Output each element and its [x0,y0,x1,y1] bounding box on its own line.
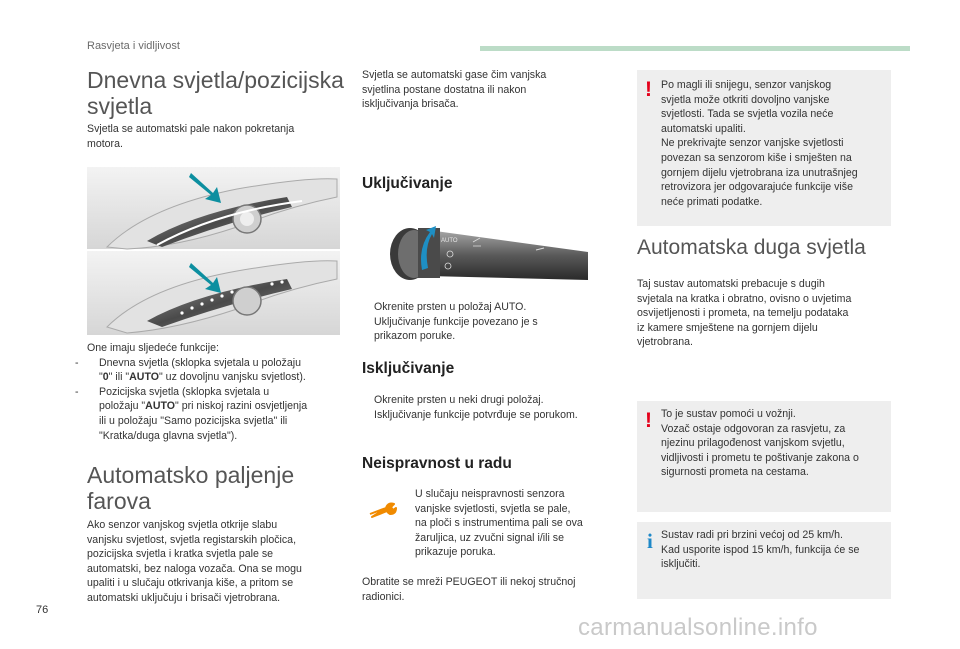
text-line: Obratite se mreži PEUGEOT ili nekoj stručnoj [362,576,576,588]
warning-icon: ! [645,78,652,101]
functions-lead: One imaju sljedeće funkcije: [87,342,219,354]
text-line: svjetlosti. Tada se svjetla vozila neće [661,108,834,121]
text-line: Pozicijska svjetla (sklopka svjetala u [99,385,270,398]
dash: - [75,356,79,369]
info-box-speed [637,522,891,599]
auto-off-text [362,68,546,112]
text-line: To je sustav pomoći u vožnji. [661,408,796,420]
warning-box-fog [637,70,891,226]
text-line: Svjetla se automatski gase čim vanjska [362,69,547,81]
text-line: Ne prekrivajte senzor vanjske svjetlosti [661,137,844,150]
title-line: Dnevna svjetla/pozicijska [87,67,344,93]
text-line: U slučaju neispravnosti senzora [415,488,565,500]
bold-term: AUTO [145,400,175,413]
malfunction-text [415,487,583,560]
text-line: vjetrobrana. [637,336,693,349]
text-line: automatski, bez naloga vozača. Ona se mogu [87,562,302,575]
text-line: osvijetljenosti i prometa, na temelju podataka [637,307,849,320]
title-line: svjetla [87,92,153,119]
text-line: Kad usporite ispod 15 km/h, funkcija će se [661,543,860,556]
title-automatic-headlamps [87,463,294,515]
text-line: isključiti. [661,558,701,571]
title-switching-off: Isključivanje [362,360,455,377]
text-line: Isključivanje funkcije potvrđuje se porukom. [374,408,578,421]
contact-dealer-text [362,575,576,604]
wrench-icon [368,500,398,525]
text-line: Dnevna svjetla (sklopka svjetala u položaju [99,356,301,369]
warning-text [661,78,858,209]
text-line: Ako senzor vanjskog svjetla otkrije slabu [87,519,278,531]
list-item [75,356,349,385]
text-line: prikazom poruke. [374,330,456,343]
section-label: Rasvjeta i vidljivost [87,40,180,52]
step-line [362,393,632,408]
warning-box-driving-aid [637,401,891,512]
text-line: Okrenite prsten u neki drugi položaj. [374,394,544,406]
text-line: na ploči s instrumentima pali se ova [415,517,583,530]
text-line: vidljivosti i prometu te poštivanje zakona o [661,451,859,464]
text-line: upaliti i u slučaju otkrivanja kiše, a pritom se [87,577,294,590]
text-line: njezinu prilagođenost vanjskom svjetlu, [661,437,845,450]
text-line: iz kamere smještene na gornjem dijelu [637,321,818,334]
text-line: pozicijska svjetla i kratka svjetla pale se [87,548,274,561]
headlamp-illustrations [87,167,340,335]
text-line: svjetala na kratka i obratno, ovisno o uvjetima [637,292,852,305]
text-line: povezan sa senzorom kiše i smješten na [661,152,852,165]
watermark: carmanualsonline.info [578,614,818,641]
lighting-stalk-illustration [388,210,593,292]
text-line: žaruljica, uz zvučni signal i/ili se [415,531,564,544]
text-line: ili u položaju "Samo pozicijska svjetla" ili [99,415,288,428]
title-switching-on: Uključivanje [362,175,453,192]
text-line: Vozač ostaje odgovoran za rasvjetu, za [661,422,846,435]
text-fragment: " uz dovoljnu vanjsku svjetlost). [158,371,306,384]
text-line: svjetla može otkriti dovoljno vanjske [661,93,830,106]
text-line: automatski upaliti. [661,122,746,135]
switch-off-step [362,393,632,422]
warning-icon: ! [645,409,652,432]
text-line: Sustav radi pri brzini većoj od 25 km/h. [661,529,843,541]
stalk-auto-label: AUTO [441,238,458,244]
text-line: Taj sustav automatski prebacuje s dugih [637,278,825,290]
text-line: Po magli ili snijegu, senzor vanjskog [661,79,832,91]
title-line: farova [87,487,151,514]
text-fragment: " ili " [108,371,130,384]
text-line: Uključivanje funkcije povezano je s [374,315,538,328]
switch-on-step [362,300,624,344]
text-line: isključivanja brisača. [362,98,459,111]
text-line: vanjsku svjetlost, svjetla registarskih pločica, [87,533,297,546]
dash: - [75,385,79,398]
text-line: Okrenite prsten u položaj AUTO. [374,301,527,313]
text-line: svjetlina postane dostatna ili nakon [362,83,527,96]
page-number: 76 [36,604,49,616]
intro-text [87,122,294,151]
title-automatic-high-beam: Automatska duga svjetla [637,236,866,259]
text-line: gornjem dijelu vjetrobrana iza unutrašnjeg [661,166,858,179]
text-line: vanjske svjetlosti, svjetla se pale, [415,502,571,515]
bold-term: 0 [102,371,109,384]
text-fragment: položaju " [99,400,146,413]
text-line: Svjetla se automatski pale nakon pokretanja [87,123,295,135]
step-line [362,300,624,315]
accent-bar [480,46,910,51]
headlamp-illustration-icon [87,167,340,335]
info-icon: i [647,529,653,553]
automatic-headlamps-text [87,518,302,606]
warning-text [661,407,859,480]
list-item [75,385,349,443]
text-line: sigurnosti prometa na cestama. [661,466,809,479]
info-text [661,528,859,572]
text-fragment: " pri niskoj razini osvjetljenja [175,400,308,413]
title-line: Automatsko paljenje [87,462,295,488]
high-beam-text [637,277,851,350]
text-line: neće primati podatke. [661,195,763,208]
text-line: prikazuje poruka. [415,546,496,559]
text-line: "Kratka/duga glavna svjetla"). [99,429,238,442]
text-line: automatski uključuju i brisači vjetrobrana. [87,592,281,605]
text-fragment: " [99,371,103,384]
title-daytime-lights [87,68,344,120]
text-line: motora. [87,137,123,150]
functions-block [75,341,349,443]
text-line: radionici. [362,590,405,603]
lighting-stalk-icon [388,210,593,292]
text-line: retrovizora jer odgovarajuće funkcije više [661,181,853,194]
title-malfunction: Neispravnost u radu [362,455,512,472]
bold-term: AUTO [129,371,159,384]
